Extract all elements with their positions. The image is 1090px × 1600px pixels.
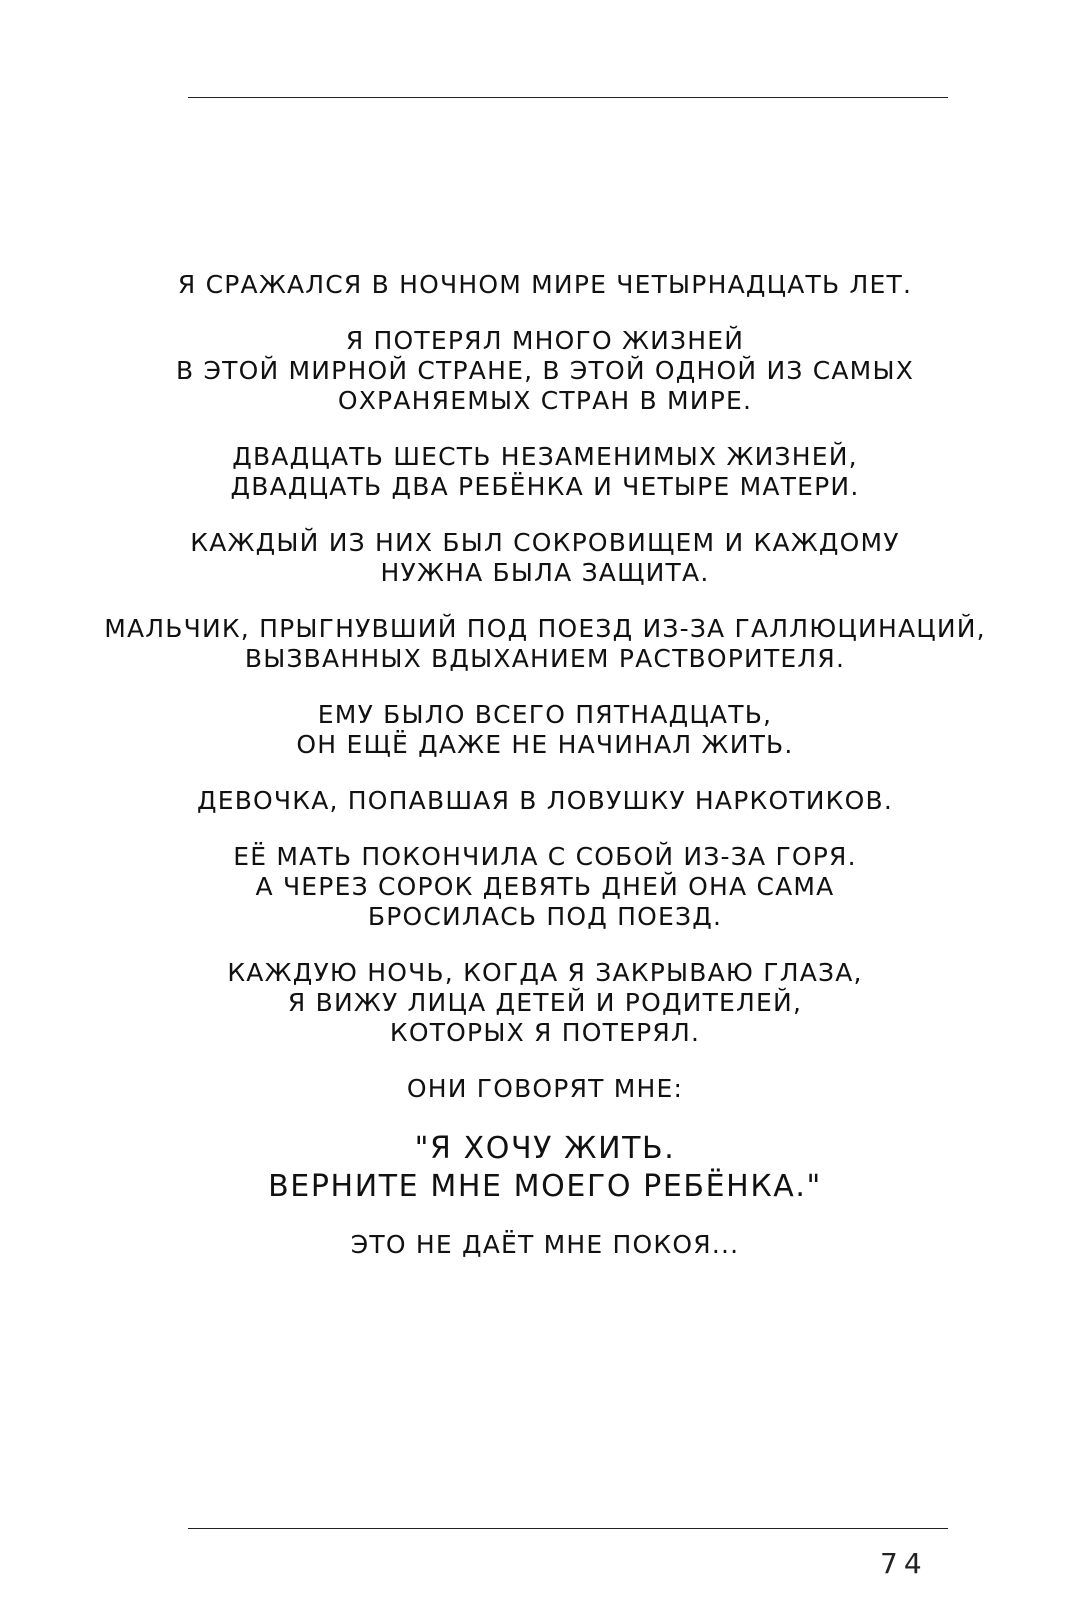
text-line: ОХРАНЯЕМЫХ СТРАН В МИРЕ. bbox=[337, 386, 753, 415]
stanza bbox=[0, 442, 1090, 502]
text-line: КОТОРЫХ Я ПОТЕРЯЛ. bbox=[389, 1018, 701, 1047]
stanza bbox=[0, 614, 1090, 674]
text-line: ДВАДЦАТЬ ШЕСТЬ НЕЗАМЕНИМЫХ ЖИЗНЕЙ, bbox=[232, 442, 858, 471]
text-line: МАЛЬЧИК, ПРЫГНУВШИЙ ПОД ПОЕЗД ИЗ-ЗА ГАЛЛЮЦИНАЦИЙ, bbox=[104, 614, 986, 643]
text-line: ДВАДЦАТЬ ДВА РЕБЁНКА И ЧЕТЫРЕ МАТЕРИ. bbox=[230, 472, 860, 501]
quote-line: ВЕРНИТЕ МНЕ МОЕГО РЕБЁНКА." bbox=[268, 1169, 822, 1204]
stanza bbox=[0, 1074, 1090, 1104]
text-line: ДЕВОЧКА, ПОПАВШАЯ В ЛОВУШКУ НАРКОТИКОВ. bbox=[196, 786, 894, 815]
text-line: Я СРАЖАЛСЯ В НОЧНОМ МИРЕ ЧЕТЫРНАДЦАТЬ ЛЕТ. bbox=[177, 270, 913, 299]
stanza bbox=[0, 326, 1090, 416]
stanza bbox=[0, 528, 1090, 588]
text-line: НУЖНА БЫЛА ЗАЩИТА. bbox=[380, 558, 710, 587]
stanza bbox=[0, 700, 1090, 760]
stanza bbox=[0, 958, 1090, 1048]
text-line: БРОСИЛАСЬ ПОД ПОЕЗД. bbox=[367, 902, 723, 931]
page-number: 74 bbox=[880, 1547, 928, 1580]
bottom-divider bbox=[188, 1528, 948, 1529]
stanza bbox=[0, 270, 1090, 300]
top-divider bbox=[188, 97, 948, 98]
text-line: ВЫЗВАННЫХ ВДЫХАНИЕМ РАСТВОРИТЕЛЯ. bbox=[244, 644, 846, 673]
text-line: ОН ЕЩЁ ДАЖЕ НЕ НАЧИНАЛ ЖИТЬ. bbox=[296, 730, 794, 759]
quoted-stanza bbox=[0, 1130, 1090, 1206]
text-line: ЕЁ МАТЬ ПОКОНЧИЛА С СОБОЙ ИЗ-ЗА ГОРЯ. bbox=[233, 842, 857, 871]
text-line: В ЭТОЙ МИРНОЙ СТРАНЕ, В ЭТОЙ ОДНОЙ ИЗ САМЫХ bbox=[175, 356, 915, 385]
text-line: А ЧЕРЕЗ СОРОК ДЕВЯТЬ ДНЕЙ ОНА САМА bbox=[255, 872, 835, 901]
text-line: ЕМУ БЫЛО ВСЕГО ПЯТНАДЦАТЬ, bbox=[317, 700, 773, 729]
quote-line: "Я ХОЧУ ЖИТЬ. bbox=[414, 1131, 676, 1166]
narration-text bbox=[0, 270, 1090, 1286]
text-line: Я ПОТЕРЯЛ МНОГО ЖИЗНЕЙ bbox=[345, 326, 745, 355]
text-line: КАЖДЫЙ ИЗ НИХ БЫЛ СОКРОВИЩЕМ И КАЖДОМУ bbox=[190, 528, 900, 557]
stanza bbox=[0, 786, 1090, 816]
text-line: ОНИ ГОВОРЯТ МНЕ: bbox=[406, 1074, 684, 1103]
stanza bbox=[0, 1230, 1090, 1260]
text-line: ЭТО НЕ ДАЁТ МНЕ ПОКОЯ... bbox=[350, 1230, 740, 1259]
text-line: Я ВИЖУ ЛИЦА ДЕТЕЙ И РОДИТЕЛЕЙ, bbox=[287, 988, 803, 1017]
text-line: КАЖДУЮ НОЧЬ, КОГДА Я ЗАКРЫВАЮ ГЛАЗА, bbox=[227, 958, 863, 987]
stanza bbox=[0, 842, 1090, 932]
